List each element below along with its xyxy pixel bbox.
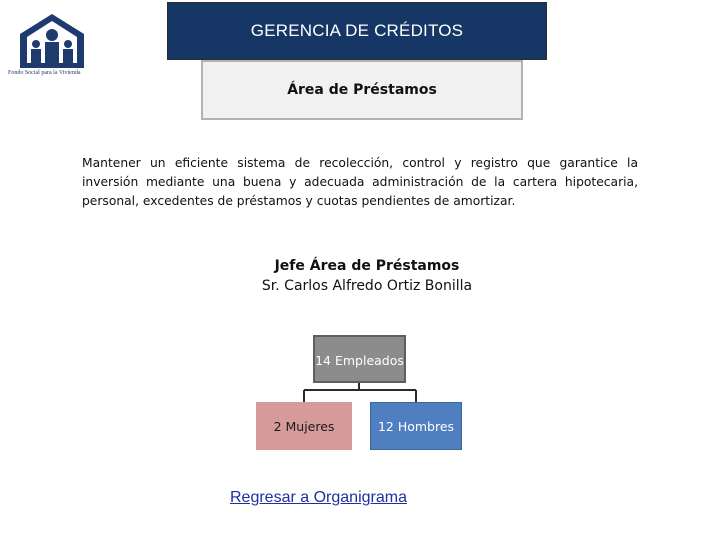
section-banner: [201, 60, 523, 120]
department-head: [220, 256, 514, 296]
house-family-logo-icon: [16, 12, 88, 70]
org-node-men: 12 Hombres: [370, 402, 462, 450]
head-name: Sr. Carlos Alfredo Ortiz Bonilla: [261, 278, 473, 294]
page-title: GERENCIA DE CRÉDITOS: [250, 21, 464, 40]
logo-caption: Fondo Social para la Vivienda: [8, 70, 81, 76]
description-text: Mantener un eficiente sistema de recolección, control y registro que garantice la inversión mediante una buena y adecuada administración de la cartera hipotecaria, personal, excedentes de préstamos y cuotas pendientes de amortizar.: [82, 156, 638, 208]
head-title: Jefe Área de Préstamos: [274, 258, 460, 274]
fsv-logo: [8, 12, 94, 80]
org-node-women: 2 Mujeres: [256, 402, 352, 450]
back-to-org-chart-link[interactable]: Regresar a Organigrama: [230, 489, 407, 506]
header-banner: [167, 2, 547, 60]
org-node-total-employees: 14 Empleados: [313, 335, 406, 383]
section-title: Área de Préstamos: [287, 82, 437, 98]
